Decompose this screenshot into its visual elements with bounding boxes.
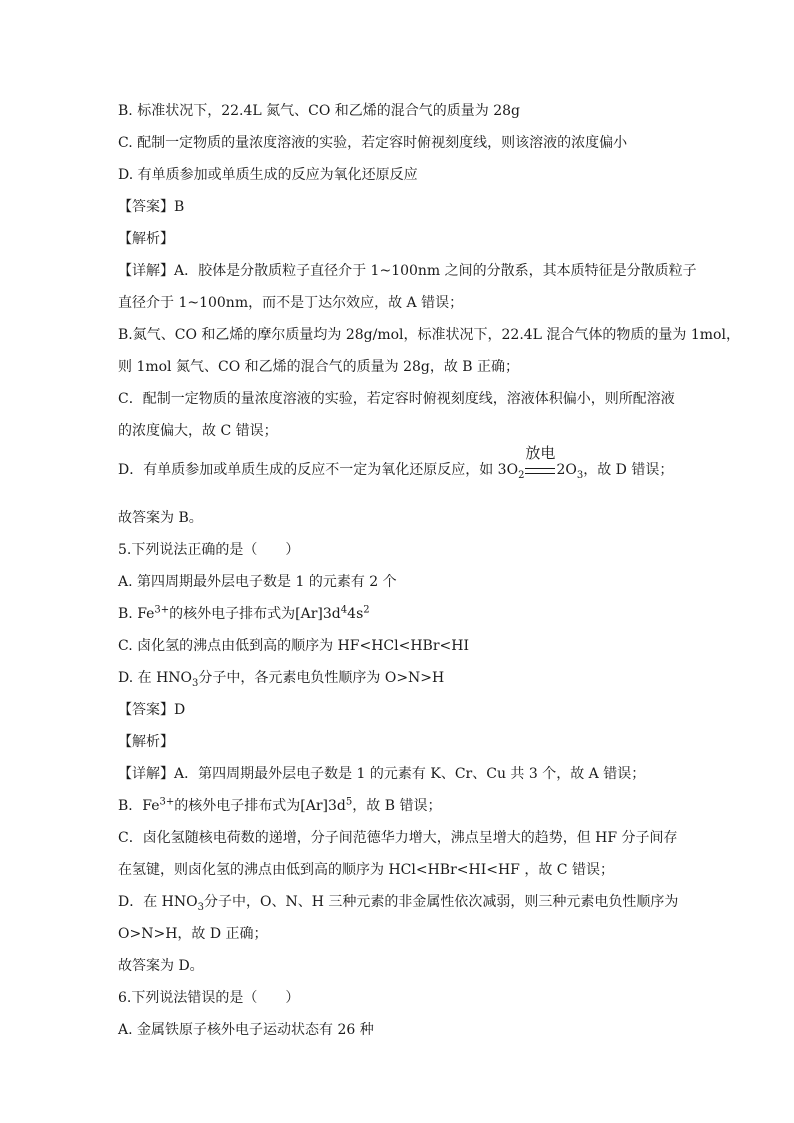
q5-explanation-c-line-2: 在氢键，则卤化氢的沸点由低到高的顺序为 HCl<HBr<HI<HF ，故 C 错误； <box>118 862 614 878</box>
explanation-c-line-2: 的浓度偏大，故 C 错误； <box>118 423 278 439</box>
question-5-option-b <box>118 604 370 626</box>
analysis-heading: 【解析】 <box>118 231 174 247</box>
equals-sign-icon <box>525 468 555 474</box>
hno3-subscript: 3 <box>192 677 199 689</box>
q5-explanation-d-line-1 <box>118 892 678 914</box>
expl-d-text: 分子中，O、N、H 三种元素的非金属性依次减弱，则三种元素电负性顺序为 <box>204 894 679 910</box>
q5-explanation-d-line-2: O>N>H，故 D 正确； <box>118 926 268 942</box>
s-orbital-superscript: 2 <box>363 604 370 616</box>
reaction-condition-arrow <box>525 444 556 480</box>
q5-explanation-c-line-1: C．卤化氢随核电荷数的递增，分子间范德华力增大，沸点呈增大的趋势，但 HF 分子间存 <box>118 830 678 846</box>
option-d-line: D. 有单质参加或单质生成的反应为氧化还原反应 <box>118 167 418 183</box>
explanation-d-conclusion: ，故 D 错误； <box>583 462 674 478</box>
ozone-product-subscript: 3 <box>576 469 584 481</box>
explanation-c-line-1: C．配制一定物质的量浓度溶液的实验，若定容时俯视刻度线，溶液体积偏小，则所配溶液 <box>118 391 675 407</box>
option-d-prefix: D. 在 HNO <box>118 670 193 686</box>
q5-explanation-a: 【详解】A．第四周期最外层电子数是 1 的元素有 K、Cr、Cu 共 3 个，故 A 错误； <box>118 766 646 782</box>
option-b-config: 的核外电子排布式为[Ar]3d <box>169 606 341 622</box>
explanation-b-line-1: B.氮气、CO 和乙烯的摩尔质量均为 28g/mol，标准状况下，22.4L 混合气体的物质的量为 1mol， <box>118 327 740 343</box>
option-b-line: B. 标准状况下，22.4L 氮气、CO 和乙烯的混合气的质量为 28g <box>118 103 520 119</box>
question-5-option-d <box>118 668 444 690</box>
option-c-line: C. 配制一定物质的量浓度溶液的实验，若定容时俯视刻度线，则该溶液的浓度偏小 <box>118 135 628 151</box>
question-5-option-c: C. 卤化氢的沸点由低到高的顺序为 HF<HCl<HBr<HI <box>118 638 470 654</box>
option-b-s-orbital: 4s <box>347 606 364 622</box>
expl-d-orbital-superscript: 5 <box>345 796 353 808</box>
question-5-title: 5.下列说法正确的是（ ） <box>118 542 300 558</box>
analysis-heading-2: 【解析】 <box>118 734 174 750</box>
expl-b-conclusion: ，故 B 错误； <box>352 798 442 814</box>
d-orbital-superscript: 4 <box>340 604 348 616</box>
q5-explanation-b <box>118 796 441 818</box>
expl-b-prefix: B．Fe <box>118 798 160 814</box>
expl-d-prefix: D．在 HNO <box>118 894 198 910</box>
expl-fe-charge-superscript: 3+ <box>159 796 175 808</box>
ozone-reactant-subscript: 2 <box>518 469 525 481</box>
explanation-d-text: D．有单质参加或单质生成的反应不一定为氧化还原反应，如 3O <box>118 462 519 478</box>
explanation-a-line-1: 【详解】A．胶体是分散质粒子直径介于 1~100nm 之间的分散系，其本质特征是分散质粒子 <box>118 263 697 279</box>
answer-summary-line-2: 故答案为 D。 <box>118 958 204 974</box>
question-5-option-a: A. 第四周期最外层电子数是 1 的元素有 2 个 <box>118 574 397 590</box>
explanation-b-line-2: 则 1mol 氮气、CO 和乙烯的混合气的质量为 28g，故 B 正确； <box>118 359 520 375</box>
explanation-d-line <box>118 444 674 482</box>
option-b-prefix: B. Fe <box>118 606 155 622</box>
option-d-text: 分子中，各元素电负性顺序为 O>N>H <box>198 670 445 686</box>
reaction-product: 2O <box>556 462 577 478</box>
answer-line-2: 【答案】D <box>118 702 186 718</box>
answer-line: 【答案】B <box>118 199 185 215</box>
explanation-a-line-2: 直径介于 1~100nm，而不是丁达尔效应，故 A 错误； <box>118 295 464 311</box>
expl-b-config: 的核外电子排布式为[Ar]3d <box>174 798 346 814</box>
expl-hno3-subscript: 3 <box>197 901 204 913</box>
answer-summary-line: 故答案为 B。 <box>118 510 203 526</box>
question-6-title: 6.下列说法错误的是（ ） <box>118 990 300 1006</box>
reaction-condition-label: 放电 <box>525 444 556 462</box>
question-6-option-a: A. 金属铁原子核外电子运动状态有 26 种 <box>118 1022 374 1038</box>
fe-charge-superscript: 3+ <box>154 604 170 616</box>
